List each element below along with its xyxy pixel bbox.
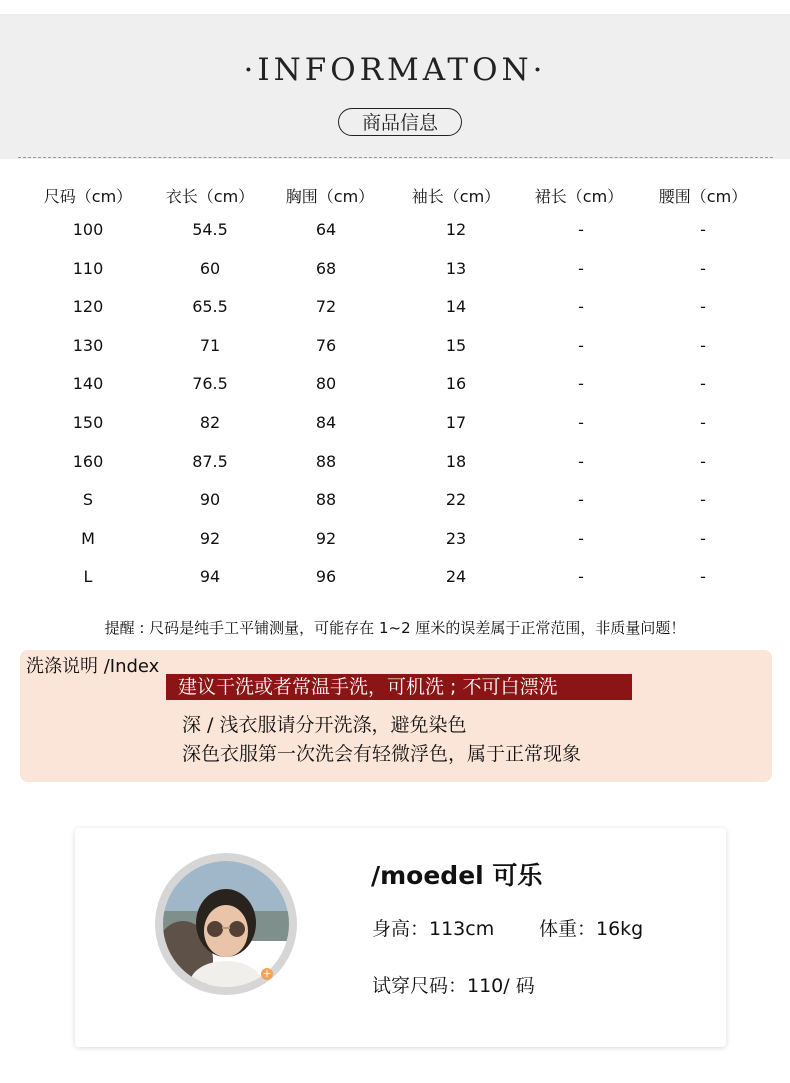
table-cell: 120 [72,297,104,317]
section-subtitle-pill: 商品信息 [338,108,462,136]
table-row [0,413,790,443]
table-cell: 72 [315,297,337,317]
table-cell: - [700,528,706,548]
model-size: 试穿尺码：110/ 码 [372,975,535,997]
table-cell: - [700,220,706,239]
table-cell: - [700,335,706,355]
table-cell: 160 [72,451,104,471]
table-cell: L [83,567,93,587]
model-card [75,828,726,1047]
table-header-cell: 裙长（cm） [534,187,624,206]
table-header-cell: 尺码（cm） [43,187,133,206]
table-row [0,452,790,482]
table-cell: - [578,451,584,471]
table-cell: - [578,490,584,510]
table-cell: 12 [445,220,467,239]
table-cell: 82 [199,413,221,432]
table-cell: 24 [445,567,467,587]
table-cell: 88 [315,490,337,510]
table-cell: 94 [199,567,221,587]
table-cell: 87.5 [192,451,228,471]
model-height: 身高：113cm [372,918,495,940]
model-name: /moedel 可乐 [371,861,543,890]
table-cell: 140 [72,374,104,394]
table-cell: - [700,374,706,394]
table-cell: 90 [199,490,221,510]
table-cell: - [578,567,584,587]
table-cell: - [578,258,584,278]
table-cell: 54.5 [192,220,228,239]
table-header-cell: 衣长（cm） [165,187,255,206]
table-cell: 96 [315,567,337,587]
plus-icon: + [262,967,272,980]
table-cell: 16 [445,374,467,394]
table-cell: - [700,567,706,587]
table-row [0,374,790,404]
dashed-divider [18,157,773,158]
table-cell: - [578,528,584,548]
table-cell: 14 [445,297,467,317]
table-cell: 13 [445,258,467,278]
washing-instructions [20,650,772,782]
table-header-cell: 腰围（cm） [658,187,748,206]
table-cell: - [578,374,584,394]
table-cell: 18 [445,451,467,471]
table-cell: 92 [199,528,221,548]
table-cell: M [81,528,95,548]
table-cell: 88 [315,451,337,471]
table-row [0,529,790,559]
table-cell: 110 [72,258,104,278]
table-row [0,297,790,327]
table-row [0,567,790,597]
table-cell: 80 [315,374,337,394]
header-banner [0,14,790,159]
table-cell: S [82,490,94,510]
model-weight: 体重：16kg [539,918,644,940]
table-cell: 76.5 [192,374,228,394]
table-row [0,490,790,520]
page-title: ·INFORMATON· [243,52,547,88]
table-cell: 150 [72,413,104,432]
washing-title: 洗涤说明 /Index [26,656,160,677]
table-cell: - [700,413,706,432]
table-header-cell: 胸围（cm） [285,187,375,206]
table-cell: 17 [445,413,467,432]
table-cell: - [578,335,584,355]
table-cell: - [700,297,706,317]
table-header-row [0,184,790,214]
table-cell: 100 [72,220,104,239]
table-cell: 76 [315,335,337,355]
table-cell: - [578,413,584,432]
table-cell: - [700,490,706,510]
table-cell: 68 [315,258,337,278]
table-header-cell: 袖长（cm） [411,187,501,206]
table-cell: 22 [445,490,467,510]
table-cell: 60 [199,258,221,278]
table-cell: 64 [315,220,337,239]
table-cell: 130 [72,335,104,355]
table-cell: 15 [445,335,467,355]
table-cell: - [578,297,584,317]
table-row [0,220,790,250]
washing-highlight: 建议干洗或者常温手洗，可机洗 ; 不可白漂洗 [166,674,632,700]
table-cell: - [700,451,706,471]
table-cell: - [578,220,584,239]
table-cell: 65.5 [192,297,228,317]
washing-line-2: 深色衣服第一次洗会有轻微浮色，属于正常现象 [182,743,582,765]
table-cell: 92 [315,528,337,548]
table-row [0,336,790,366]
measurement-note: 提醒 : 尺码是纯手工平铺测量，可能存在 1~2 厘米的误差属于正常范围，非质量问题！ [104,619,686,637]
table-cell: 23 [445,528,467,548]
table-row [0,259,790,289]
washing-line-1: 深 / 浅衣服请分开洗涤，避免染色 [182,714,467,736]
table-cell: - [700,258,706,278]
table-cell: 84 [315,413,337,432]
table-cell: 71 [199,335,221,355]
